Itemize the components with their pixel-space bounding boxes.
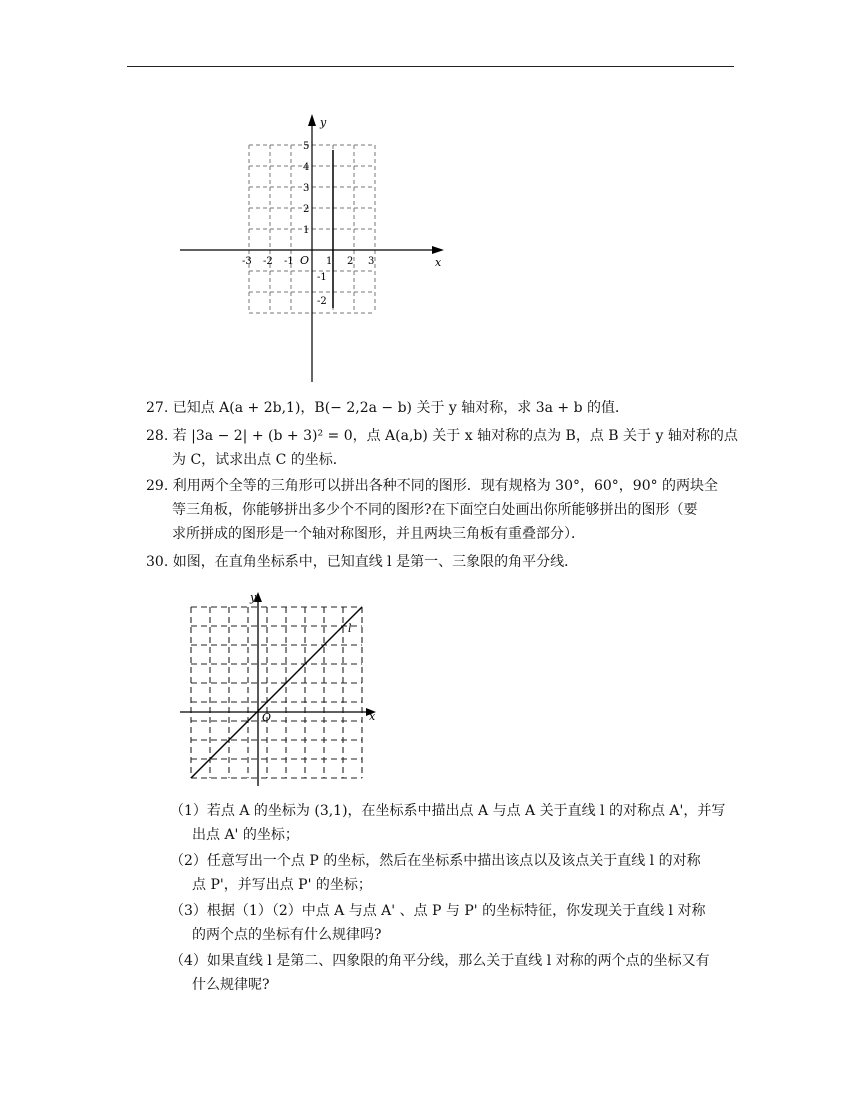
figure-1-coordinate-grid: [170, 110, 450, 390]
origin-label: O: [300, 254, 310, 267]
axis-x-label: x: [435, 256, 442, 269]
sub-question-2-cont: 点 P'，并写出点 P' 的坐标；: [192, 877, 372, 893]
sub-question-1: （1）若点 A 的坐标为 (3,1)，在坐标系中描出点 A 与点 A 关于直线 l 的对称点 A'，并写: [170, 803, 726, 819]
question-29-cont-1: 等三角板，你能够拼出多少个不同的图形?在下面空白处画出你所能够拼出的图形（要: [172, 502, 698, 518]
question-28: [146, 425, 738, 447]
line-l-label: l: [348, 622, 352, 635]
sub-question-4: （4）如果直线 l 是第二、四象限的角平分线，那么关于直线 l 对称的两个点的坐标又有: [170, 953, 710, 969]
sub-question-3: （3）根据（1）（2）中点 A 与点 A' 、点 P 与 P' 的坐标特征，你发现关于直线 l 对称: [170, 903, 706, 919]
question-28-cont: 为 C，试求出点 C 的坐标．: [172, 452, 347, 468]
x-tick: 1: [326, 256, 333, 267]
question-27: [146, 397, 629, 419]
y-tick: 2: [303, 204, 310, 215]
x-tick: -3: [242, 256, 252, 267]
question-29: [146, 475, 718, 497]
axis-y-label: y: [250, 591, 257, 604]
sub-question-4-cont: 什么规律呢?: [192, 977, 270, 993]
question-number: 27.: [146, 400, 169, 416]
question-29-cont-2: 求所拼成的图形是一个轴对称图形，并且两块三角板有重叠部分）．: [172, 526, 585, 542]
y-axis-arrow: [308, 114, 316, 126]
bisector-line-l: [191, 607, 362, 778]
y-tick: 1: [303, 225, 310, 236]
y-tick: 4: [303, 162, 310, 173]
figure-2-bisector-grid: [178, 588, 388, 788]
x-axis-arrow: [432, 246, 444, 254]
question-text: 已知点 A(a + 2b,1)，B(− 2,2a − b) 关于 y 轴对称，求 3a + b 的值．: [172, 400, 630, 416]
question-number: 30.: [146, 554, 169, 570]
header-rule: [127, 66, 734, 67]
question-30: [146, 551, 578, 573]
axis-y-label: y: [320, 116, 327, 129]
x-tick: -1: [284, 256, 294, 267]
y-tick: -1: [317, 272, 327, 283]
sub-question-2: （2）任意写出一个点 P 的坐标，然后在坐标系中描出该点以及该点关于直线 l 的对称: [170, 853, 701, 869]
x-tick: -2: [263, 256, 273, 267]
x-tick: 3: [368, 256, 375, 267]
y-tick: 3: [303, 183, 310, 194]
question-text: 若 |3a − 2| + (b + 3)² = 0，点 A(a,b) 关于 x 轴对称的点为 B，点 B 关于 y 轴对称的点: [172, 428, 738, 444]
sub-question-3-cont: 的两个点的坐标有什么规律吗?: [192, 927, 382, 943]
question-text: 如图，在直角坐标系中，已知直线 l 是第一、三象限的角平分线．: [172, 554, 579, 570]
sub-question-1-cont: 出点 A' 的坐标；: [192, 827, 299, 843]
y-tick: 5: [303, 141, 310, 152]
question-text: 利用两个全等的三角形可以拼出各种不同的图形．现有规格为 30°，60°，90° 的两块全: [172, 478, 719, 494]
y-tick: -2: [317, 296, 327, 307]
origin-label: O: [262, 711, 272, 724]
axis-x-label: x: [369, 710, 376, 723]
question-number: 29.: [146, 478, 169, 494]
x-tick: 2: [347, 256, 354, 267]
question-number: 28.: [146, 428, 169, 444]
